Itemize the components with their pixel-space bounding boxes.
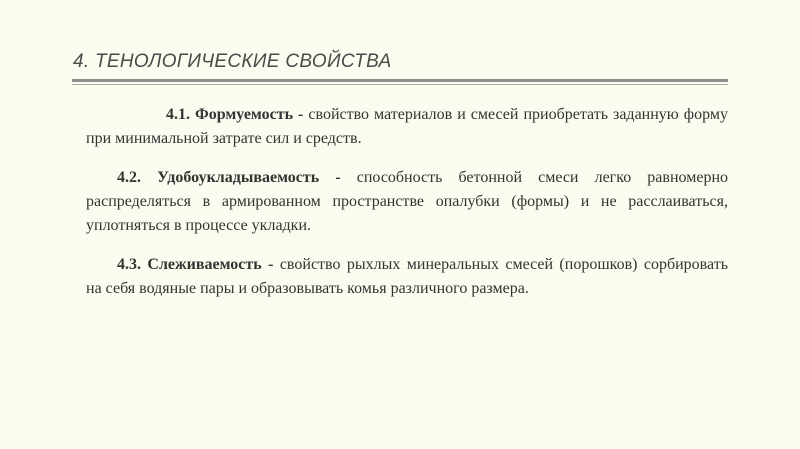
property-item-caking bbox=[86, 253, 728, 301]
slide-title: 4. ТЕНОЛОГИЧЕСКИЕ СВОЙСТВА bbox=[73, 51, 392, 72]
property-definition: свойство рыхлых минеральных смесей (порошков) сорбировать на себя водяные пары и образовывать комья различного размера. bbox=[86, 256, 728, 297]
property-term: 4.2. Удобоукладываемость bbox=[117, 169, 320, 186]
term-dash: - bbox=[319, 169, 357, 186]
title-divider-thin bbox=[72, 84, 728, 85]
property-term: 4.1. Формуемость bbox=[166, 106, 294, 123]
property-item-formability bbox=[86, 103, 728, 151]
term-dash: - bbox=[293, 106, 309, 123]
property-term: 4.3. Слеживаемость bbox=[117, 256, 262, 273]
title-divider-thick bbox=[72, 79, 728, 82]
property-item-workability bbox=[86, 166, 728, 238]
term-dash: - bbox=[261, 256, 280, 273]
property-definition: свойство материалов и смесей приобретать заданную форму при минимальной затрате сил и средств. bbox=[86, 106, 729, 147]
property-definition: способность бетонной смеси легко равномерно распределяться в армированном пространстве опалубки (формы) и не расслаиваться, уплотняться в процессе укладки. bbox=[86, 169, 729, 234]
slide-body bbox=[86, 103, 728, 316]
